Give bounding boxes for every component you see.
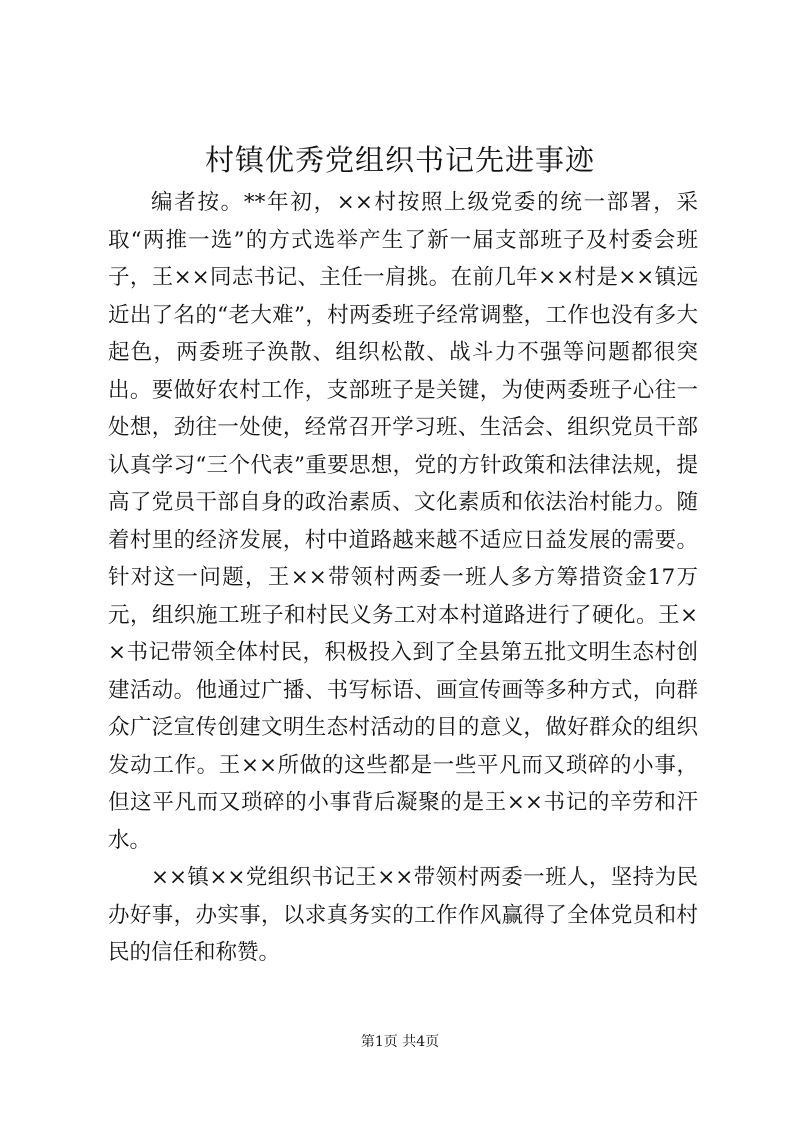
body-paragraph-1: 编者按。**年初，××村按照上级党委的统一部署，采取“两推一选”的方式选举产生了新一届支部班子及村委会班子，王××同志书记、主任一肩挑。在前几年××村是××镇远近出了名的“老大难”，村两委班子经常调整，工作也没有多大起色，两委班子涣散、组织松散、战斗力不强等问题都很突出。要做好农村工作，支部班子是关键，为使两委班子心往一处想，劲往一处使，经常召开学习班、生活会、组织党员干部认真学习“三个代表”重要思想，党的方针政策和法律法规，提高了党员干部自身的政治素质、文化素质和依法治村能力。随着村里的经济发展，村中道路越来越不适应日益发展的需要。针对这一问题，王××带领村两委一班人多方筹措资金17万元，组织施工班子和村民义务工对本村道路进行了硬化。王××书记带领全体村民，积极投入到了全县第五批文明生态村创建活动。他通过广播、书写标语、画宣传画等多种方式，向群众广泛宣传创建文明生态村活动的目的意义，做好群众的组织发动工作。王××所做的这些都是一些平凡而又琐碎的小事，但这平凡而又琐碎的小事背后凝聚的是王××书记的辛劳和汗水。 [108, 190, 698, 853]
document-body [108, 184, 698, 972]
body-paragraph-2: ××镇××党组织书记王××带领村两委一班人，坚持为民办好事，办实事，以求真务实的工作作风赢得了全体党员和村民的信任和称赞。 [108, 865, 698, 965]
page-footer: 第1页 共4页 [360, 1034, 440, 1050]
document-title: 村镇优秀党组织书记先进事迹 [204, 143, 595, 177]
